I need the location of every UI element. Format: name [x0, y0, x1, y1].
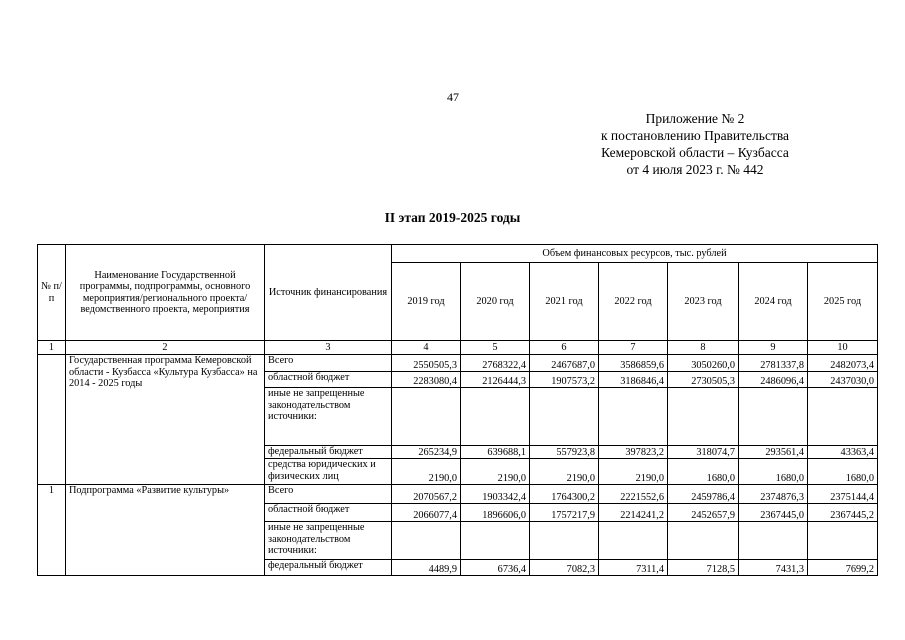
value-cell: 4489,9 — [392, 560, 461, 576]
col-number: 2 — [66, 341, 265, 355]
col-number: 8 — [668, 341, 739, 355]
value-cell: 2190,0 — [599, 459, 668, 485]
value-cell: 2781337,8 — [739, 355, 808, 372]
col-number: 6 — [530, 341, 599, 355]
header-source: Источник финансирования — [265, 245, 392, 341]
value-cell: 43363,4 — [808, 446, 878, 459]
value-cell: 2070567,2 — [392, 485, 461, 504]
col-number: 5 — [461, 341, 530, 355]
row-name: Государственная программа Кемеровской области - Кузбасса «Культура Кузбасса» на 2014 - 2025 годы — [66, 355, 265, 485]
value-cell: 7699,2 — [808, 560, 878, 576]
table-row — [38, 485, 878, 504]
value-cell: 1757217,9 — [530, 504, 599, 522]
source-label: областной бюджет — [265, 372, 392, 388]
value-cell: 6736,4 — [461, 560, 530, 576]
value-cell: 2190,0 — [461, 459, 530, 485]
value-cell: 2375144,4 — [808, 485, 878, 504]
header-year: 2020 год — [461, 263, 530, 341]
col-number: 10 — [808, 341, 878, 355]
source-label: Всего — [265, 355, 392, 372]
appendix-line: Приложение № 2 — [645, 111, 745, 126]
value-cell: 1764300,2 — [530, 485, 599, 504]
header-year: 2021 год — [530, 263, 599, 341]
value-cell: 2437030,0 — [808, 372, 878, 388]
page-number: 47 — [447, 90, 459, 104]
value-cell: 7082,3 — [530, 560, 599, 576]
value-cell: 7431,3 — [739, 560, 808, 576]
source-label: областной бюджет — [265, 504, 392, 522]
value-cell: 1680,0 — [808, 459, 878, 485]
appendix-line: от 4 июля 2023 г. № 442 — [626, 162, 764, 177]
value-cell: 2550505,3 — [392, 355, 461, 372]
row-index: 1 — [38, 485, 66, 576]
value-cell: 3186846,4 — [599, 372, 668, 388]
value-cell: 2467687,0 — [530, 355, 599, 372]
col-number: 3 — [265, 341, 392, 355]
header-year: 2019 год — [392, 263, 461, 341]
col-number: 7 — [599, 341, 668, 355]
value-cell: 2730505,3 — [668, 372, 739, 388]
value-cell: 2221552,6 — [599, 485, 668, 504]
value-cell: 2283080,4 — [392, 372, 461, 388]
row-index — [38, 355, 66, 485]
value-cell: 2367445,0 — [739, 504, 808, 522]
value-cell: 639688,1 — [461, 446, 530, 459]
financing-table — [37, 244, 878, 576]
value-cell: 2126444,3 — [461, 372, 530, 388]
value-cell: 2214241,2 — [599, 504, 668, 522]
value-cell: 3050260,0 — [668, 355, 739, 372]
source-label: федеральный бюджет — [265, 446, 392, 459]
value-cell: 1680,0 — [739, 459, 808, 485]
stage-title: II этап 2019-2025 годы — [384, 210, 521, 225]
value-cell: 318074,7 — [668, 446, 739, 459]
header-volume: Объем финансовых ресурсов, тыс. рублей — [392, 245, 878, 263]
table-row — [38, 355, 878, 372]
source-label: иные не запрещенные законодательством источники: — [265, 388, 392, 446]
value-cell: 2459786,4 — [668, 485, 739, 504]
value-cell: 2190,0 — [530, 459, 599, 485]
col-number: 4 — [392, 341, 461, 355]
value-cell: 293561,4 — [739, 446, 808, 459]
appendix-line: к постановлению Правительства — [600, 128, 790, 143]
header-num: № п/п — [38, 245, 66, 341]
appendix-block — [560, 110, 830, 178]
source-label: средства юридических и физических лиц — [265, 459, 392, 485]
value-cell: 2486096,4 — [739, 372, 808, 388]
value-cell: 7128,5 — [668, 560, 739, 576]
value-cell: 2482073,4 — [808, 355, 878, 372]
value-cell: 2190,0 — [392, 459, 461, 485]
source-label: иные не запрещенные законодательством источники: — [265, 522, 392, 560]
value-cell: 1896606,0 — [461, 504, 530, 522]
value-cell: 397823,2 — [599, 446, 668, 459]
source-label: федеральный бюджет — [265, 560, 392, 576]
value-cell: 1680,0 — [668, 459, 739, 485]
value-cell: 557923,8 — [530, 446, 599, 459]
value-cell: 265234,9 — [392, 446, 461, 459]
col-number: 1 — [38, 341, 66, 355]
header-year: 2022 год — [599, 263, 668, 341]
header-year: 2023 год — [668, 263, 739, 341]
value-cell: 2452657,9 — [668, 504, 739, 522]
value-cell: 1903342,4 — [461, 485, 530, 504]
header-year: 2024 год — [739, 263, 808, 341]
value-cell: 3586859,6 — [599, 355, 668, 372]
value-cell: 7311,4 — [599, 560, 668, 576]
value-cell: 2367445,2 — [808, 504, 878, 522]
appendix-line: Кемеровской области – Кузбасса — [601, 145, 789, 160]
value-cell: 2374876,3 — [739, 485, 808, 504]
col-number: 9 — [739, 341, 808, 355]
value-cell: 2066077,4 — [392, 504, 461, 522]
value-cell: 1907573,2 — [530, 372, 599, 388]
header-year: 2025 год — [808, 263, 878, 341]
value-cell: 2768322,4 — [461, 355, 530, 372]
row-name: Подпрограмма «Развитие культуры» — [66, 485, 265, 576]
header-name: Наименование Государственной программы, подпрограммы, основного мероприятия/регионального проекта/ ведомственного проекта, мероприятия — [66, 245, 265, 341]
source-label: Всего — [265, 485, 392, 504]
